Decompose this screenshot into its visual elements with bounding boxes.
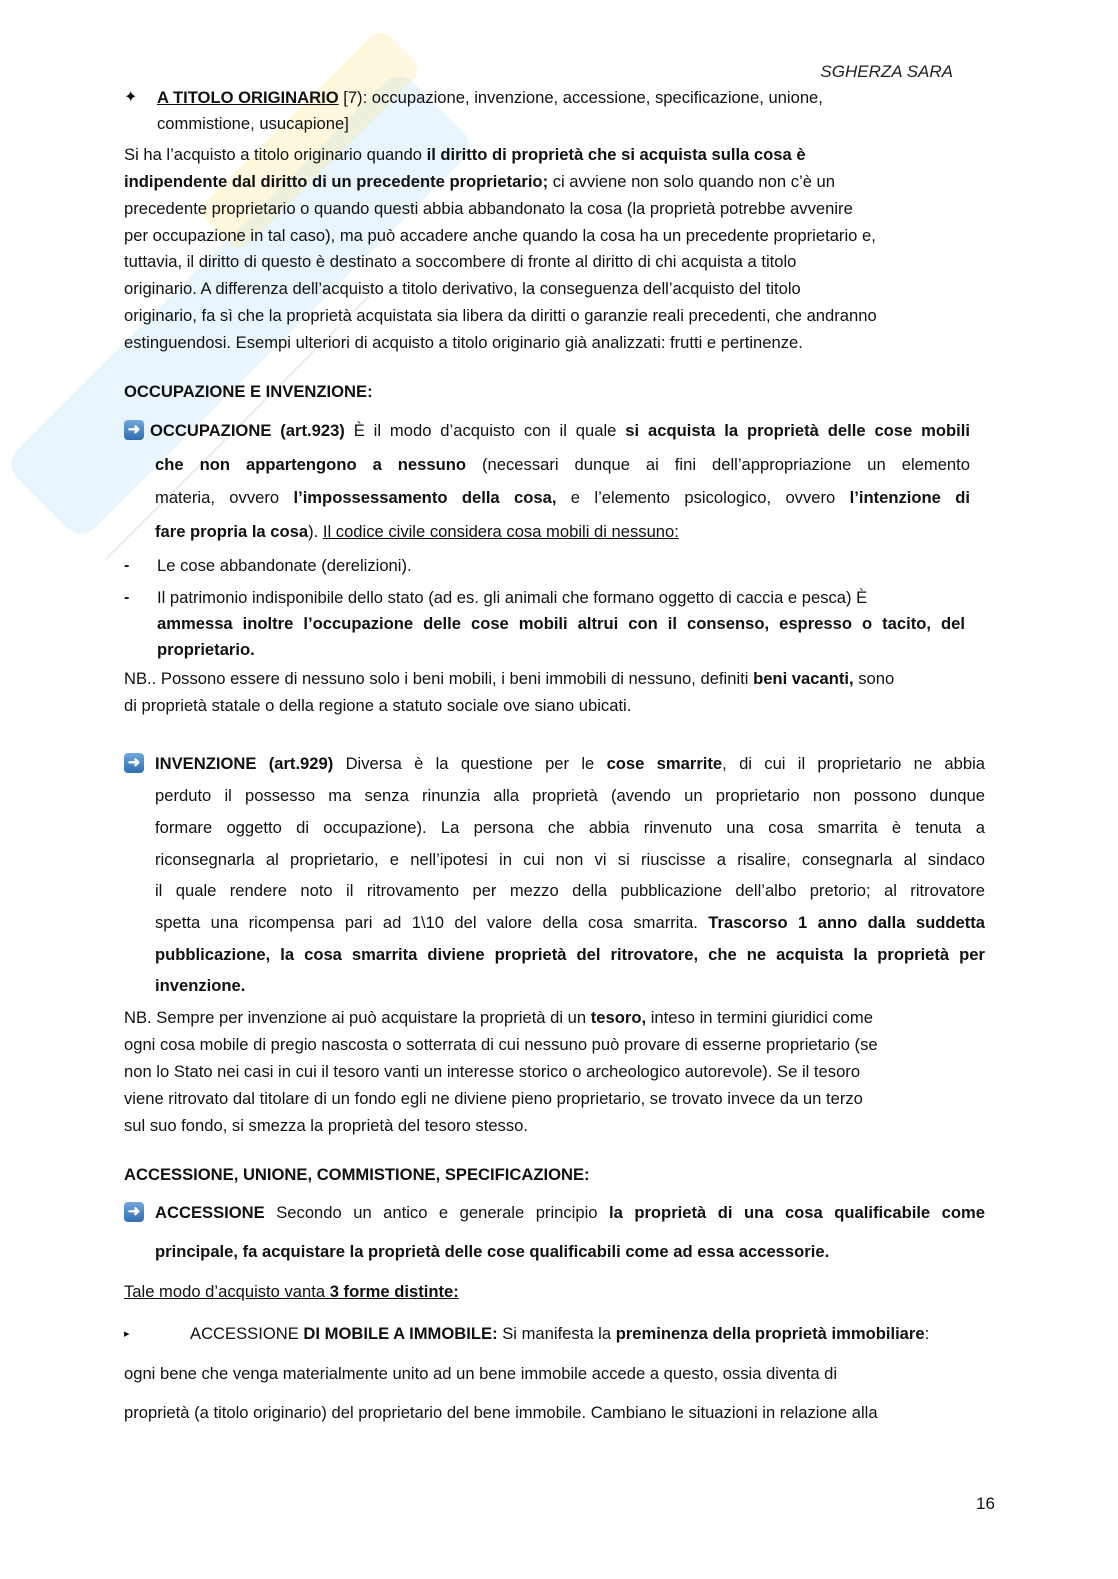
text-line bbox=[124, 1363, 837, 1385]
dash-bullet-icon: - bbox=[124, 589, 130, 606]
text-run: È il modo d’acquisto con il quale bbox=[344, 421, 626, 440]
text-run: Si ha l’acquisto a titolo originario quando bbox=[124, 145, 427, 164]
text-line bbox=[157, 613, 965, 635]
bold-text: indipendente dal diritto di un precedente proprietario; bbox=[124, 172, 549, 191]
text-line bbox=[155, 975, 245, 997]
text-run: per occupazione in tal caso), ma può accadere anche quando la cosa ha un precedente proprietario e, bbox=[124, 226, 876, 245]
text-line bbox=[157, 639, 255, 661]
bold-text: l’impossessamento della cosa, bbox=[293, 488, 557, 507]
text-run: sul suo fondo, si smezza la proprietà del tesoro stesso. bbox=[124, 1116, 528, 1135]
text-run: ACCESSIONE bbox=[190, 1324, 304, 1343]
text-line bbox=[155, 487, 970, 509]
bold-text: proprietario. bbox=[157, 640, 255, 659]
bold-text: Trascorso 1 anno dalla suddetta bbox=[708, 913, 985, 932]
text-line bbox=[124, 668, 894, 690]
text-line bbox=[155, 521, 679, 543]
text-run: tuttavia, il diritto di questo è destinato a soccombere di fronte al diritto di chi acquista a titolo bbox=[124, 252, 797, 271]
text-run: NB.. Possono essere di nessuno solo i beni mobili, i beni immobili di nessuno, definiti bbox=[124, 669, 754, 688]
text-line bbox=[157, 555, 412, 577]
text-run: perduto il possesso ma senza rinunzia alla proprietà (avendo un proprietario non possono dunque bbox=[155, 786, 985, 805]
dash-bullet-icon: - bbox=[124, 557, 130, 574]
right-arrow-icon: ➜ bbox=[124, 753, 144, 773]
text-run: commistione, usucapione] bbox=[157, 114, 349, 133]
text-run: Secondo un antico e generale principio bbox=[264, 1203, 609, 1222]
text-line bbox=[157, 113, 349, 135]
bold-text: INVENZIONE (art.929) bbox=[155, 754, 334, 773]
text-run: (necessari dunque ai fini dell’appropriazione un elemento bbox=[466, 455, 970, 474]
text-run: formare oggetto di occupazione). La persona che abbia rinvenuto una cosa smarrita è tenuta a bbox=[155, 818, 985, 837]
text-line bbox=[157, 87, 823, 109]
bold-text: cose smarrite bbox=[606, 754, 723, 773]
text-line bbox=[124, 171, 835, 193]
text-line bbox=[155, 785, 985, 807]
text-line bbox=[150, 420, 970, 442]
text-run: ci avviene non solo quando non c’è un bbox=[548, 172, 836, 191]
text-run: originario, fa sì che la proprietà acquistata sia libera da diritti o garanzie reali precedenti, che andranno bbox=[124, 306, 877, 325]
text-run: originario. A differenza dell’acquisto a titolo derivativo, la conseguenza dell’acquisto del titolo bbox=[124, 279, 801, 298]
bold-text: OCCUPAZIONE (art.923) bbox=[150, 421, 345, 440]
text-run: materia, ovvero bbox=[155, 488, 294, 507]
text-run: il quale rendere noto il ritrovamento per mezzo della pubblicazione dell’albo pretorio; al ritrovatore bbox=[155, 881, 985, 900]
text-line bbox=[124, 695, 631, 717]
bold-text: la proprietà di una cosa qualificabile come bbox=[609, 1203, 985, 1222]
page-header-author: SGHERZA SARA bbox=[820, 62, 953, 81]
text-line bbox=[124, 1007, 873, 1029]
bold-text: ACCESSIONE, UNIONE, COMMISTIONE, SPECIFICAZIONE: bbox=[124, 1165, 590, 1184]
bold-text: l’intenzione di bbox=[849, 488, 970, 507]
text-line bbox=[124, 1061, 860, 1083]
text-line bbox=[124, 305, 877, 327]
bold-text: si acquista la proprietà delle cose mobili bbox=[625, 421, 970, 440]
bold-text: DI MOBILE A IMMOBILE: bbox=[303, 1324, 498, 1343]
text-line bbox=[124, 144, 806, 166]
text-line bbox=[124, 332, 803, 354]
text-line bbox=[124, 225, 876, 247]
text-run: inteso in termini giuridici come bbox=[646, 1008, 873, 1027]
text-line bbox=[124, 1402, 878, 1424]
text-line bbox=[155, 753, 985, 775]
text-line bbox=[124, 381, 373, 403]
text-run: di proprietà statale o della regione a statuto sociale ove siano ubicati. bbox=[124, 696, 632, 715]
text-line bbox=[155, 912, 985, 934]
text-run: Diversa è la questione per le bbox=[333, 754, 607, 773]
bold-text: preminenza della proprietà immobiliare bbox=[615, 1324, 925, 1343]
underlined-text: Tale modo d’acquisto vanta bbox=[124, 1282, 330, 1301]
bold-text: A TITOLO ORIGINARIO bbox=[157, 88, 339, 107]
text-line bbox=[124, 1281, 459, 1303]
text-line bbox=[124, 278, 801, 300]
bold-text: pubblicazione, la cosa smarrita diviene proprietà del ritrovatore, che ne acquista la proprietà per bbox=[155, 945, 985, 964]
text-line bbox=[155, 849, 985, 871]
text-line bbox=[155, 1241, 829, 1263]
text-run: riconsegnarla al proprietario, e nell’ipotesi in cui non vi si riuscisse a risalire, consegnarla al sindaco bbox=[155, 850, 985, 869]
bold-text: ammessa inoltre l’occupazione delle cose mobili altrui con il consenso, espresso o tacito, del bbox=[157, 614, 965, 633]
bold-text: beni vacanti, bbox=[753, 669, 854, 688]
right-arrow-icon: ➜ bbox=[124, 1202, 144, 1222]
text-line bbox=[155, 817, 985, 839]
text-line bbox=[155, 1202, 985, 1224]
text-run: spetta una ricompensa pari ad 1\10 del valore della cosa smarrita. bbox=[155, 913, 709, 932]
bold-text: ACCESSIONE bbox=[155, 1203, 265, 1222]
text-line bbox=[124, 1034, 878, 1056]
text-run: non lo Stato nei casi in cui il tesoro vanti un interesse storico o archeologico autorevole). Se il tesoro bbox=[124, 1062, 861, 1081]
bold-text: tesoro, bbox=[590, 1008, 647, 1027]
bold-text: 3 forme distinte: bbox=[329, 1282, 459, 1301]
text-run: Si manifesta la bbox=[497, 1324, 616, 1343]
text-run: ogni bene che venga materialmente unito ad un bene immobile accede a questo, ossia diventa di bbox=[124, 1364, 838, 1383]
bold-text: il diritto di proprietà che si acquista sulla cosa è bbox=[426, 145, 806, 164]
bold-text: che non appartengono a nessuno bbox=[155, 455, 467, 474]
text-line bbox=[190, 1323, 929, 1345]
bold-text: principale, fa acquistare la proprietà delle cose qualificabili come ad essa accessorie. bbox=[155, 1242, 830, 1261]
text-line bbox=[124, 1115, 528, 1137]
page-number: 16 bbox=[976, 1494, 995, 1513]
text-run: Le cose abbandonate (derelizioni). bbox=[157, 556, 412, 575]
text-run: , di cui il proprietario ne abbia bbox=[722, 754, 985, 773]
underlined-text: Il codice civile considera cosa mobili di nessuno: bbox=[322, 522, 679, 541]
bold-text: invenzione. bbox=[155, 976, 246, 995]
four-pointed-star-icon: ✦ bbox=[124, 89, 138, 106]
text-line bbox=[124, 251, 796, 273]
text-run: viene ritrovato dal titolare di un fondo egli ne diviene pieno proprietario, se trovato invece da un terzo bbox=[124, 1089, 863, 1108]
text-run: proprietà (a titolo originario) del proprietario del bene immobile. Cambiano le situazioni in relazione alla bbox=[124, 1403, 878, 1422]
text-run: : bbox=[924, 1324, 930, 1343]
text-run: e l’elemento psicologico, ovvero bbox=[556, 488, 850, 507]
bold-text: OCCUPAZIONE E INVENZIONE: bbox=[124, 382, 373, 401]
bold-text: fare propria la cosa bbox=[155, 522, 309, 541]
text-line bbox=[124, 198, 853, 220]
text-line bbox=[155, 454, 970, 476]
text-run: sono bbox=[853, 669, 895, 688]
text-line bbox=[124, 1088, 863, 1110]
text-run: precedente proprietario o quando questi abbia abbandonato la cosa (la proprietà potrebbe avvenire bbox=[124, 199, 853, 218]
triangle-bullet-icon: ▸ bbox=[124, 1328, 130, 1340]
text-run: NB. Sempre per invenzione ai può acquistare la proprietà di un bbox=[124, 1008, 591, 1027]
text-run: [7): occupazione, invenzione, accessione, specificazione, unione, bbox=[338, 88, 823, 107]
text-run: ogni cosa mobile di pregio nascosta o sotterrata di cui nessuno può provare di esserne proprietario (se bbox=[124, 1035, 878, 1054]
right-arrow-icon: ➜ bbox=[124, 420, 144, 440]
text-run: estinguendosi. Esempi ulteriori di acquisto a titolo originario già analizzati: frutti e pertinenze. bbox=[124, 333, 803, 352]
text-line bbox=[155, 944, 985, 966]
text-line bbox=[124, 1164, 590, 1186]
text-line bbox=[157, 587, 867, 609]
text-line bbox=[155, 880, 985, 902]
text-run: ). bbox=[308, 522, 323, 541]
text-run: Il patrimonio indisponibile dello stato (ad es. gli animali che formano oggetto di caccia e pesca) È bbox=[157, 588, 868, 607]
